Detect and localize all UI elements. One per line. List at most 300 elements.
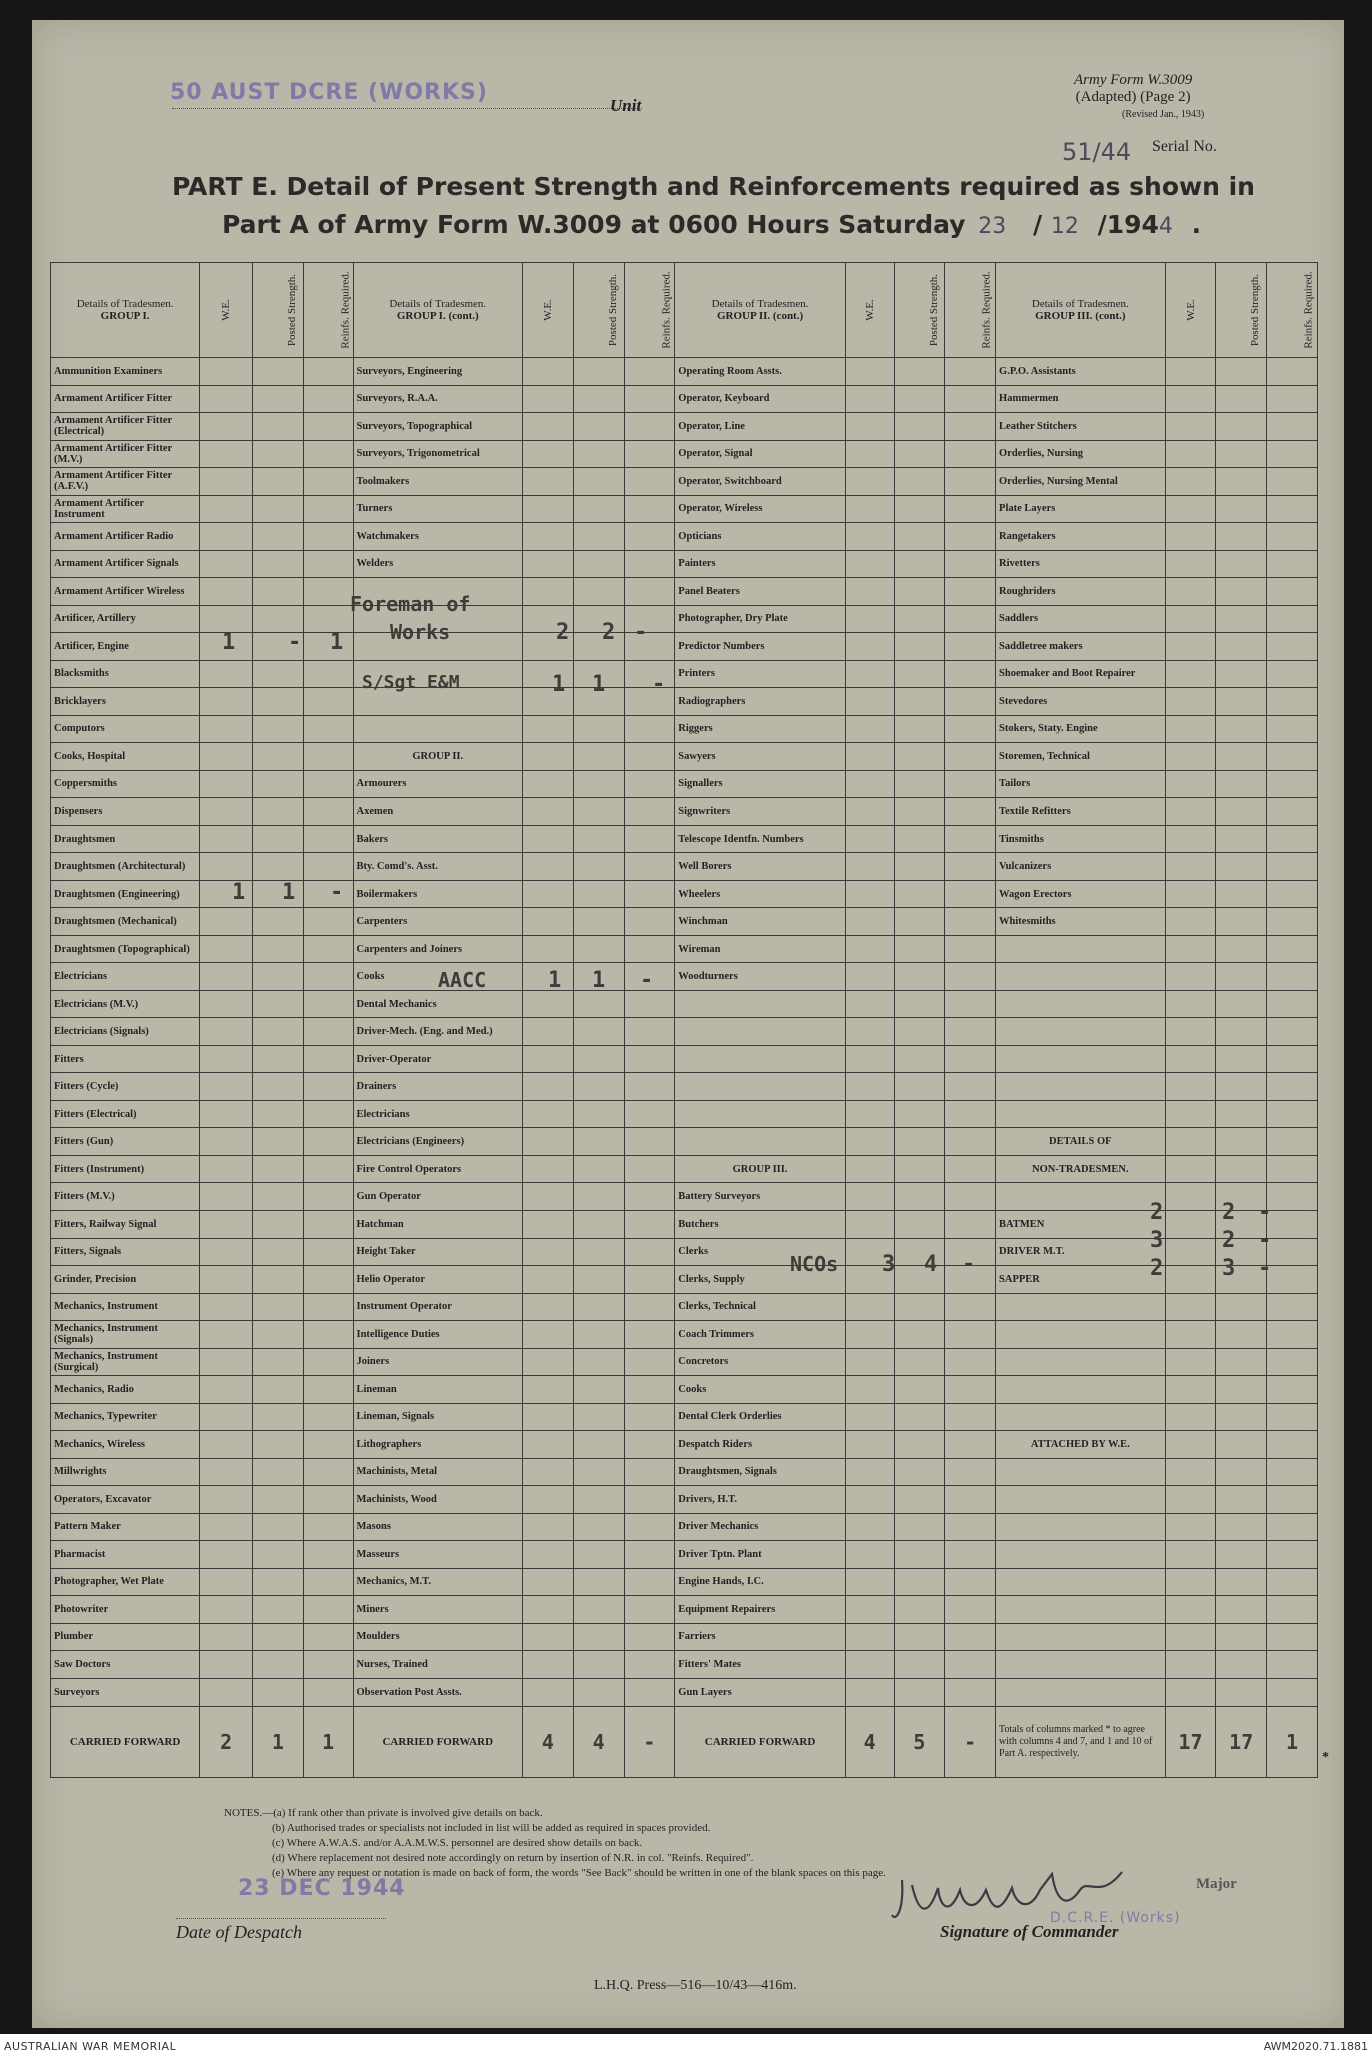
posted-cell[interactable]: [253, 1623, 304, 1651]
reinfs-cell[interactable]: [945, 908, 996, 936]
we-cell[interactable]: [845, 605, 894, 633]
posted-cell[interactable]: [573, 1623, 624, 1651]
we-cell[interactable]: [200, 1321, 253, 1349]
we-cell[interactable]: [200, 743, 253, 771]
reinfs-cell[interactable]: [1267, 633, 1318, 661]
we-cell[interactable]: [845, 1431, 894, 1459]
posted-cell[interactable]: [1216, 1128, 1267, 1156]
we-cell[interactable]: [200, 440, 253, 468]
reinfs-cell[interactable]: [624, 1513, 675, 1541]
we-cell[interactable]: [200, 1128, 253, 1156]
reinfs-cell[interactable]: [624, 1348, 675, 1376]
posted-cell[interactable]: [894, 358, 945, 386]
posted-cell[interactable]: [1216, 1596, 1267, 1624]
we-cell[interactable]: [845, 908, 894, 936]
posted-cell[interactable]: [1216, 605, 1267, 633]
posted-cell[interactable]: [253, 1293, 304, 1321]
reinfs-cell[interactable]: [624, 1238, 675, 1266]
we-cell[interactable]: [1165, 1596, 1216, 1624]
we-cell[interactable]: [523, 1348, 574, 1376]
posted-cell[interactable]: [1216, 1348, 1267, 1376]
reinfs-cell[interactable]: [303, 1513, 353, 1541]
reinfs-cell[interactable]: [624, 1651, 675, 1679]
posted-cell[interactable]: [894, 1541, 945, 1569]
reinfs-cell[interactable]: [945, 523, 996, 551]
posted-cell[interactable]: [894, 1210, 945, 1238]
reinfs-cell[interactable]: [1267, 1431, 1318, 1459]
we-cell[interactable]: [845, 468, 894, 496]
posted-cell[interactable]: [573, 715, 624, 743]
we-cell[interactable]: [523, 1651, 574, 1679]
posted-cell[interactable]: [573, 1155, 624, 1183]
reinfs-cell[interactable]: [1267, 990, 1318, 1018]
reinfs-cell[interactable]: [1267, 1568, 1318, 1596]
posted-cell[interactable]: [573, 1238, 624, 1266]
we-cell[interactable]: [1165, 1100, 1216, 1128]
posted-cell[interactable]: [253, 935, 304, 963]
we-cell[interactable]: [845, 990, 894, 1018]
posted-cell[interactable]: [573, 1321, 624, 1349]
we-cell[interactable]: [200, 358, 253, 386]
posted-cell[interactable]: [253, 1376, 304, 1404]
we-cell[interactable]: [523, 853, 574, 881]
we-cell[interactable]: [845, 1128, 894, 1156]
posted-cell[interactable]: [894, 385, 945, 413]
reinfs-cell[interactable]: [945, 853, 996, 881]
reinfs-cell[interactable]: [624, 385, 675, 413]
posted-cell[interactable]: [894, 908, 945, 936]
reinfs-cell[interactable]: [303, 550, 353, 578]
reinfs-cell[interactable]: [1267, 1458, 1318, 1486]
we-cell[interactable]: [200, 1100, 253, 1128]
posted-cell[interactable]: [894, 1458, 945, 1486]
we-cell[interactable]: [200, 715, 253, 743]
reinfs-cell[interactable]: [624, 798, 675, 826]
we-cell[interactable]: [845, 1045, 894, 1073]
we-cell[interactable]: [1165, 1431, 1216, 1459]
posted-cell[interactable]: [1216, 358, 1267, 386]
we-cell[interactable]: [1165, 1293, 1216, 1321]
posted-cell[interactable]: [253, 688, 304, 716]
reinfs-cell[interactable]: [945, 1403, 996, 1431]
posted-cell[interactable]: [1216, 1541, 1267, 1569]
posted-cell[interactable]: [573, 468, 624, 496]
we-cell[interactable]: [845, 1100, 894, 1128]
we-cell[interactable]: [845, 825, 894, 853]
posted-cell[interactable]: [1216, 468, 1267, 496]
reinfs-cell[interactable]: [303, 358, 353, 386]
posted-cell[interactable]: [894, 743, 945, 771]
posted-cell[interactable]: [1216, 413, 1267, 441]
reinfs-cell[interactable]: [624, 1321, 675, 1349]
posted-cell[interactable]: [1216, 853, 1267, 881]
we-cell[interactable]: [523, 1513, 574, 1541]
posted-cell[interactable]: [253, 523, 304, 551]
we-cell[interactable]: [200, 1376, 253, 1404]
we-cell[interactable]: [523, 1541, 574, 1569]
reinfs-cell[interactable]: [1267, 935, 1318, 963]
reinfs-cell[interactable]: [624, 1100, 675, 1128]
posted-cell[interactable]: [1216, 1018, 1267, 1046]
posted-cell[interactable]: [573, 1293, 624, 1321]
reinfs-cell[interactable]: [1267, 743, 1318, 771]
reinfs-cell[interactable]: [945, 1596, 996, 1624]
we-cell[interactable]: [1165, 1128, 1216, 1156]
posted-cell[interactable]: [573, 1403, 624, 1431]
posted-cell[interactable]: [894, 1678, 945, 1706]
we-cell[interactable]: [200, 1183, 253, 1211]
we-cell[interactable]: [200, 578, 253, 606]
posted-cell[interactable]: [253, 1100, 304, 1128]
we-cell[interactable]: [1165, 1183, 1216, 1211]
we-cell[interactable]: [845, 743, 894, 771]
reinfs-cell[interactable]: [624, 1183, 675, 1211]
reinfs-cell[interactable]: [945, 990, 996, 1018]
we-cell[interactable]: [200, 935, 253, 963]
we-cell[interactable]: [200, 660, 253, 688]
we-cell[interactable]: [845, 550, 894, 578]
reinfs-cell[interactable]: [945, 798, 996, 826]
reinfs-cell[interactable]: [303, 660, 353, 688]
reinfs-cell[interactable]: [303, 715, 353, 743]
reinfs-cell[interactable]: [303, 688, 353, 716]
posted-cell[interactable]: [253, 1541, 304, 1569]
reinfs-cell[interactable]: [1267, 853, 1318, 881]
we-cell[interactable]: [200, 1568, 253, 1596]
reinfs-cell[interactable]: [945, 1128, 996, 1156]
reinfs-cell[interactable]: [303, 605, 353, 633]
posted-cell[interactable]: [253, 1513, 304, 1541]
posted-cell[interactable]: [894, 1623, 945, 1651]
reinfs-cell[interactable]: [1267, 1183, 1318, 1211]
we-cell[interactable]: [523, 413, 574, 441]
reinfs-cell[interactable]: [945, 880, 996, 908]
reinfs-cell[interactable]: [945, 770, 996, 798]
reinfs-cell[interactable]: [1267, 798, 1318, 826]
reinfs-cell[interactable]: [624, 1541, 675, 1569]
posted-cell[interactable]: [1216, 495, 1267, 523]
we-cell[interactable]: [1165, 743, 1216, 771]
posted-cell[interactable]: [573, 908, 624, 936]
we-cell[interactable]: [1165, 1155, 1216, 1183]
we-cell[interactable]: [523, 578, 574, 606]
reinfs-cell[interactable]: [1267, 963, 1318, 991]
reinfs-cell[interactable]: [624, 468, 675, 496]
we-cell[interactable]: [200, 688, 253, 716]
we-cell[interactable]: [1165, 1541, 1216, 1569]
posted-cell[interactable]: [1216, 880, 1267, 908]
posted-cell[interactable]: [894, 1486, 945, 1514]
we-cell[interactable]: [845, 385, 894, 413]
reinfs-cell[interactable]: [945, 413, 996, 441]
posted-cell[interactable]: [253, 1018, 304, 1046]
reinfs-cell[interactable]: [303, 1678, 353, 1706]
posted-cell[interactable]: [1216, 1045, 1267, 1073]
we-cell[interactable]: [1165, 385, 1216, 413]
reinfs-cell[interactable]: [303, 578, 353, 606]
we-cell[interactable]: [523, 1128, 574, 1156]
we-cell[interactable]: [200, 1210, 253, 1238]
reinfs-cell[interactable]: [1267, 1403, 1318, 1431]
reinfs-cell[interactable]: [303, 908, 353, 936]
we-cell[interactable]: [200, 908, 253, 936]
reinfs-cell[interactable]: [1267, 1376, 1318, 1404]
reinfs-cell[interactable]: [624, 523, 675, 551]
we-cell[interactable]: [1165, 1403, 1216, 1431]
we-cell[interactable]: [845, 770, 894, 798]
we-cell[interactable]: [1165, 825, 1216, 853]
posted-cell[interactable]: [894, 1100, 945, 1128]
we-cell[interactable]: [845, 1403, 894, 1431]
reinfs-cell[interactable]: [1267, 440, 1318, 468]
reinfs-cell[interactable]: [624, 1678, 675, 1706]
reinfs-cell[interactable]: [1267, 1266, 1318, 1294]
reinfs-cell[interactable]: [945, 633, 996, 661]
posted-cell[interactable]: [573, 1513, 624, 1541]
we-cell[interactable]: [523, 1623, 574, 1651]
reinfs-cell[interactable]: [945, 1018, 996, 1046]
we-cell[interactable]: [845, 633, 894, 661]
posted-cell[interactable]: [253, 743, 304, 771]
reinfs-cell[interactable]: [945, 1155, 996, 1183]
posted-cell[interactable]: [1216, 1513, 1267, 1541]
reinfs-cell[interactable]: [303, 1100, 353, 1128]
we-cell[interactable]: [1165, 1486, 1216, 1514]
we-cell[interactable]: [845, 578, 894, 606]
reinfs-cell[interactable]: [303, 798, 353, 826]
reinfs-cell[interactable]: [624, 495, 675, 523]
we-cell[interactable]: [200, 1513, 253, 1541]
posted-cell[interactable]: [573, 578, 624, 606]
posted-cell[interactable]: [894, 1183, 945, 1211]
we-cell[interactable]: [200, 605, 253, 633]
we-cell[interactable]: [523, 1321, 574, 1349]
reinfs-cell[interactable]: [945, 660, 996, 688]
we-cell[interactable]: [200, 413, 253, 441]
we-cell[interactable]: [200, 1458, 253, 1486]
we-cell[interactable]: [200, 1266, 253, 1294]
posted-cell[interactable]: [573, 1678, 624, 1706]
we-cell[interactable]: [845, 1596, 894, 1624]
we-cell[interactable]: [523, 358, 574, 386]
posted-cell[interactable]: [253, 1266, 304, 1294]
posted-cell[interactable]: [894, 798, 945, 826]
we-cell[interactable]: [200, 1403, 253, 1431]
reinfs-cell[interactable]: [1267, 1100, 1318, 1128]
we-cell[interactable]: [523, 688, 574, 716]
we-cell[interactable]: [523, 1431, 574, 1459]
reinfs-cell[interactable]: [945, 440, 996, 468]
posted-cell[interactable]: [573, 770, 624, 798]
posted-cell[interactable]: [253, 1431, 304, 1459]
reinfs-cell[interactable]: [624, 1568, 675, 1596]
reinfs-cell[interactable]: [624, 908, 675, 936]
reinfs-cell[interactable]: [303, 1073, 353, 1101]
reinfs-cell[interactable]: [1267, 578, 1318, 606]
we-cell[interactable]: [523, 1596, 574, 1624]
posted-cell[interactable]: [894, 963, 945, 991]
reinfs-cell[interactable]: [1267, 1293, 1318, 1321]
posted-cell[interactable]: [1216, 688, 1267, 716]
reinfs-cell[interactable]: [1267, 1486, 1318, 1514]
we-cell[interactable]: [845, 1513, 894, 1541]
posted-cell[interactable]: [253, 1183, 304, 1211]
posted-cell[interactable]: [253, 880, 304, 908]
posted-cell[interactable]: [1216, 385, 1267, 413]
reinfs-cell[interactable]: [624, 990, 675, 1018]
posted-cell[interactable]: [573, 1431, 624, 1459]
posted-cell[interactable]: [894, 660, 945, 688]
reinfs-cell[interactable]: [1267, 1321, 1318, 1349]
posted-cell[interactable]: [1216, 578, 1267, 606]
we-cell[interactable]: [845, 1568, 894, 1596]
posted-cell[interactable]: [573, 935, 624, 963]
posted-cell[interactable]: [573, 1486, 624, 1514]
reinfs-cell[interactable]: [945, 1541, 996, 1569]
reinfs-cell[interactable]: [1267, 550, 1318, 578]
reinfs-cell[interactable]: [945, 1431, 996, 1459]
reinfs-cell[interactable]: [303, 1568, 353, 1596]
we-cell[interactable]: [845, 1348, 894, 1376]
we-cell[interactable]: [845, 880, 894, 908]
reinfs-cell[interactable]: [945, 1623, 996, 1651]
posted-cell[interactable]: [894, 633, 945, 661]
reinfs-cell[interactable]: [624, 1293, 675, 1321]
posted-cell[interactable]: [573, 1073, 624, 1101]
we-cell[interactable]: [845, 1155, 894, 1183]
posted-cell[interactable]: [253, 495, 304, 523]
reinfs-cell[interactable]: [624, 1596, 675, 1624]
posted-cell[interactable]: [573, 1210, 624, 1238]
we-cell[interactable]: [1165, 578, 1216, 606]
reinfs-cell[interactable]: [303, 1210, 353, 1238]
we-cell[interactable]: [845, 853, 894, 881]
reinfs-cell[interactable]: [945, 1678, 996, 1706]
reinfs-cell[interactable]: [303, 1403, 353, 1431]
we-cell[interactable]: [523, 1678, 574, 1706]
posted-cell[interactable]: [1216, 825, 1267, 853]
reinfs-cell[interactable]: [1267, 1596, 1318, 1624]
we-cell[interactable]: [523, 908, 574, 936]
we-cell[interactable]: [200, 990, 253, 1018]
reinfs-cell[interactable]: [945, 468, 996, 496]
posted-cell[interactable]: [253, 1651, 304, 1679]
posted-cell[interactable]: [573, 358, 624, 386]
posted-cell[interactable]: [1216, 1100, 1267, 1128]
posted-cell[interactable]: [573, 743, 624, 771]
reinfs-cell[interactable]: [624, 1376, 675, 1404]
we-cell[interactable]: [1165, 963, 1216, 991]
reinfs-cell[interactable]: [303, 1321, 353, 1349]
reinfs-cell[interactable]: [945, 1045, 996, 1073]
reinfs-cell[interactable]: [945, 550, 996, 578]
reinfs-cell[interactable]: [1267, 468, 1318, 496]
posted-cell[interactable]: [894, 1155, 945, 1183]
posted-cell[interactable]: [894, 495, 945, 523]
posted-cell[interactable]: [1216, 963, 1267, 991]
posted-cell[interactable]: [573, 1596, 624, 1624]
reinfs-cell[interactable]: [945, 688, 996, 716]
posted-cell[interactable]: [253, 605, 304, 633]
reinfs-cell[interactable]: [945, 1073, 996, 1101]
we-cell[interactable]: [200, 1238, 253, 1266]
reinfs-cell[interactable]: [624, 1431, 675, 1459]
reinfs-cell[interactable]: [624, 1623, 675, 1651]
reinfs-cell[interactable]: [1267, 1155, 1318, 1183]
we-cell[interactable]: [200, 1541, 253, 1569]
posted-cell[interactable]: [253, 770, 304, 798]
posted-cell[interactable]: [894, 1596, 945, 1624]
reinfs-cell[interactable]: [624, 605, 675, 633]
posted-cell[interactable]: [253, 468, 304, 496]
we-cell[interactable]: [523, 1376, 574, 1404]
we-cell[interactable]: [200, 1348, 253, 1376]
posted-cell[interactable]: [894, 853, 945, 881]
reinfs-cell[interactable]: [945, 1183, 996, 1211]
we-cell[interactable]: [523, 523, 574, 551]
we-cell[interactable]: [523, 715, 574, 743]
we-cell[interactable]: [523, 880, 574, 908]
we-cell[interactable]: [200, 1596, 253, 1624]
reinfs-cell[interactable]: [945, 1486, 996, 1514]
reinfs-cell[interactable]: [1267, 1210, 1318, 1238]
posted-cell[interactable]: [573, 440, 624, 468]
reinfs-cell[interactable]: [303, 1293, 353, 1321]
we-cell[interactable]: [200, 853, 253, 881]
we-cell[interactable]: [523, 1100, 574, 1128]
posted-cell[interactable]: [1216, 1293, 1267, 1321]
reinfs-cell[interactable]: [1267, 495, 1318, 523]
reinfs-cell[interactable]: [1267, 688, 1318, 716]
reinfs-cell[interactable]: [1267, 1045, 1318, 1073]
posted-cell[interactable]: [1216, 990, 1267, 1018]
we-cell[interactable]: [523, 770, 574, 798]
we-cell[interactable]: [523, 1458, 574, 1486]
we-cell[interactable]: [200, 385, 253, 413]
reinfs-cell[interactable]: [624, 853, 675, 881]
posted-cell[interactable]: [253, 1321, 304, 1349]
posted-cell[interactable]: [573, 550, 624, 578]
posted-cell[interactable]: [573, 1541, 624, 1569]
reinfs-cell[interactable]: [624, 358, 675, 386]
posted-cell[interactable]: [1216, 1403, 1267, 1431]
reinfs-cell[interactable]: [945, 1376, 996, 1404]
we-cell[interactable]: [845, 440, 894, 468]
reinfs-cell[interactable]: [303, 990, 353, 1018]
reinfs-cell[interactable]: [624, 1486, 675, 1514]
posted-cell[interactable]: [253, 1210, 304, 1238]
reinfs-cell[interactable]: [303, 853, 353, 881]
posted-cell[interactable]: [894, 468, 945, 496]
we-cell[interactable]: [523, 743, 574, 771]
we-cell[interactable]: [845, 1073, 894, 1101]
reinfs-cell[interactable]: [1267, 1348, 1318, 1376]
we-cell[interactable]: [1165, 1018, 1216, 1046]
reinfs-cell[interactable]: [303, 825, 353, 853]
posted-cell[interactable]: [1216, 1155, 1267, 1183]
we-cell[interactable]: [845, 1541, 894, 1569]
reinfs-cell[interactable]: [624, 935, 675, 963]
reinfs-cell[interactable]: [945, 963, 996, 991]
reinfs-cell[interactable]: [945, 715, 996, 743]
we-cell[interactable]: [1165, 1623, 1216, 1651]
posted-cell[interactable]: [894, 1513, 945, 1541]
reinfs-cell[interactable]: [945, 495, 996, 523]
posted-cell[interactable]: [573, 825, 624, 853]
we-cell[interactable]: [845, 688, 894, 716]
posted-cell[interactable]: [253, 1678, 304, 1706]
reinfs-cell[interactable]: [303, 1238, 353, 1266]
